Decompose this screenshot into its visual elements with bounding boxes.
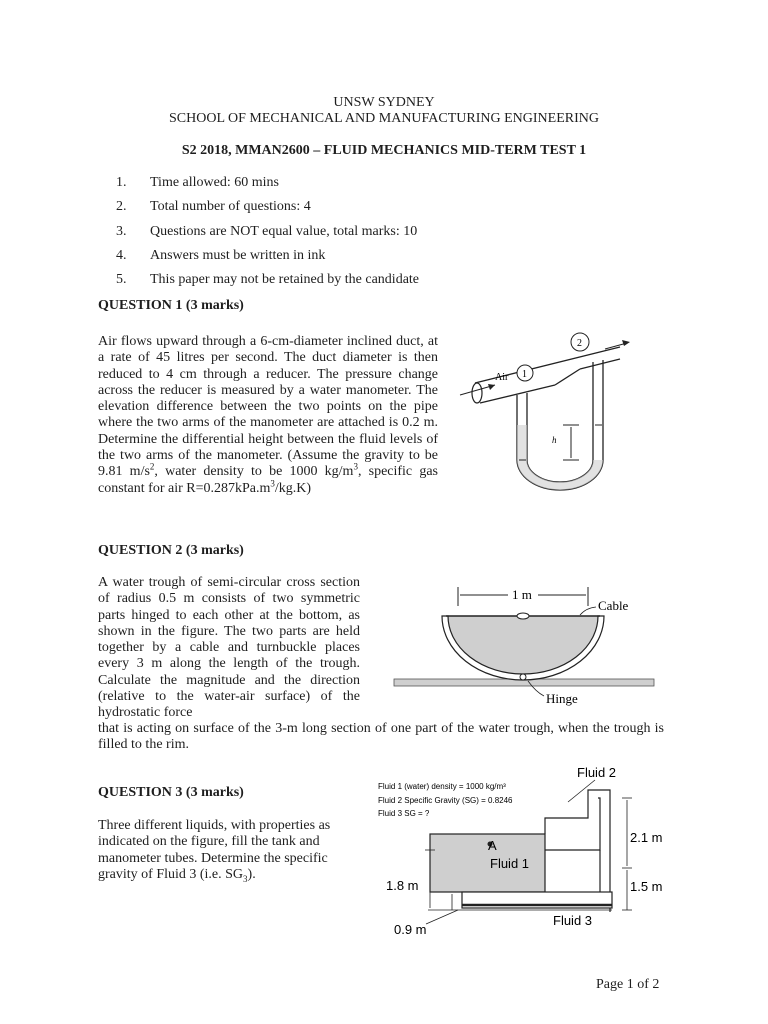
fluid1-label: Fluid 1 <box>490 856 530 871</box>
question-2-figure <box>390 582 660 710</box>
school-name: SCHOOL OF MECHANICAL AND MANUFACTURING ENGINEERING <box>169 111 599 126</box>
fluid1-density-note: Fluid 1 (water) density = 1000 kg/m³ <box>378 782 506 791</box>
rule-item: 1. Time allowed: 60 mins <box>116 175 279 190</box>
width-label: 1 m <box>512 587 532 602</box>
dim-2-1m: 2.1 m <box>630 830 663 845</box>
point-2-label: 2 <box>577 338 582 349</box>
rule-item: 4. Answers must be written in ink <box>116 247 326 263</box>
point-a-label: A <box>488 838 497 853</box>
fluid2-sg-note: Fluid 2 Specific Gravity (SG) = 0.8246 <box>378 796 513 805</box>
test-title: S2 2018, MMAN2600 – FLUID MECHANICS MID-TERM TEST 1 <box>181 143 587 158</box>
fluid3-label: Fluid 3 <box>553 913 593 928</box>
question-3-figure <box>370 760 670 940</box>
fluid2-label: Fluid 2 <box>577 765 617 780</box>
question-1-text: Air flows upward through a 6-cm-diameter inclined duct, at a rate of 45 litres per second. The duct diameter is then reduced to 4 cm through a reducer. The pressure change across the reducer is measured by a water manometer. The elevation difference between the two points on the pipe where the two arms of the manometer are attached is 0.2 m. Determine the differential height between the fluid levels of the two arms of the manometer. (Assume the gravity to be 9.81 $m/s^2$, water density to be 1000 $kg/m^3$, specific gas constant for air $R=0.287kPa.m^3/kg.K$) <box>98 334 438 496</box>
question-2-text-cont: that is acting on surface of the 3-m long section of one part of the water trough, when the trough is filled to the rim. <box>98 721 664 753</box>
question-2-heading: QUESTION 2 (3 marks) <box>98 543 244 558</box>
question-1-figure <box>455 325 640 500</box>
question-3-text: Three different liquids, with properties as indicated on the figure, fill the tank and manometer tubes. Determine the specific gravity of Fluid 3 (i.e. $SG_3$). <box>98 818 331 884</box>
fluid3-sg-note: Fluid 3 SG = ? <box>378 809 430 818</box>
cable-label: Cable <box>598 598 629 613</box>
dim-1-8m: 1.8 m <box>386 878 419 893</box>
h-label: h <box>552 435 557 445</box>
page-number: Page 1 of 2 <box>596 977 660 992</box>
dim-0-9m: 0.9 m <box>394 922 427 937</box>
rule-item: 2. Total number of questions: 4 <box>116 199 311 215</box>
hinge-label: Hinge <box>546 691 578 706</box>
question-1-heading: QUESTION 1 (3 marks) <box>98 298 244 313</box>
air-label: Air <box>495 372 509 383</box>
question-3-heading: QUESTION 3 (3 marks) <box>98 785 244 800</box>
rule-item: 5. This paper may not be retained by the candidate <box>116 272 420 288</box>
rule-item: 3. Questions are NOT equal value, total marks: 10 <box>116 223 418 239</box>
exam-rules <box>116 174 419 295</box>
point-1-label: 1 <box>522 369 527 380</box>
question-2-text: A water trough of semi-circular cross section of radius 0.5 m consists of two symmetric parts hinged to each other at the bottom, as shown in the figure. The two parts are held together by a cable and turnbuckle places every 3 m along the length of the trough. Calculate the magnitude and the direction (relative to the water-air surface) of the hydrostatic force <box>98 575 360 721</box>
dim-1-5m: 1.5 m <box>630 879 663 894</box>
university-name: UNSW SYDNEY <box>333 95 435 110</box>
